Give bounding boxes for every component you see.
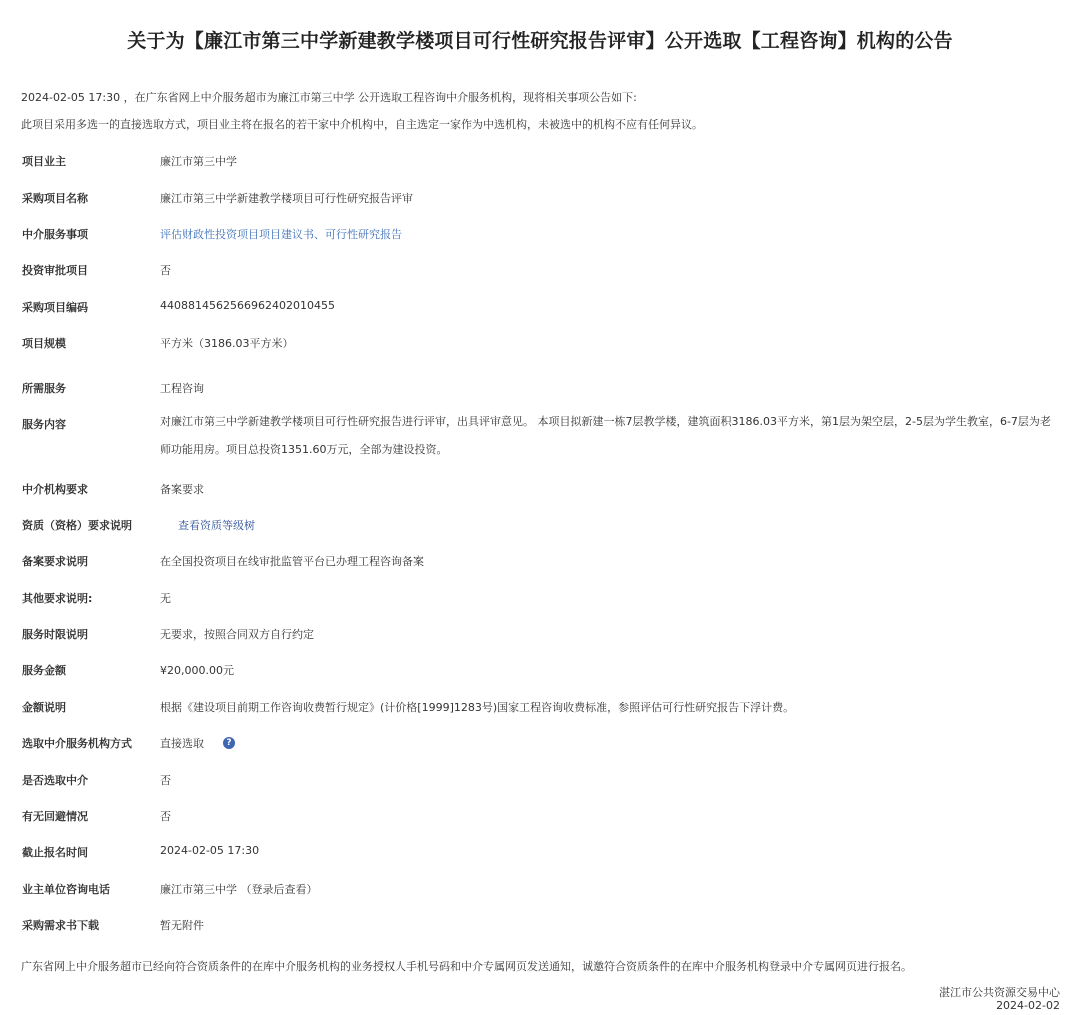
help-icon[interactable]: ?	[223, 737, 235, 749]
field-label: 采购项目名称	[22, 192, 88, 205]
field-label: 选取中介服务机构方式	[22, 737, 132, 750]
field-value: 工程咨询	[160, 382, 204, 395]
field-value: ¥20,000.00元	[160, 664, 234, 677]
field-value: 直接选取	[160, 737, 204, 750]
page-title: 关于为【廉江市第三中学新建教学楼项目可行性研究报告评审】公开选取【工程咨询】机构的公告	[127, 30, 953, 52]
field-label: 采购需求书下载	[22, 919, 99, 932]
field-label: 服务时限说明	[22, 628, 88, 641]
field-label: 项目业主	[22, 155, 66, 168]
field-label: 金额说明	[22, 701, 66, 714]
field-value: 根据《建设项目前期工作咨询收费暂行规定》(计价格[1999]1283号)国家工程咨询收费标准，参照评估可行性研究报告下浮计费。	[160, 701, 795, 714]
field-label: 采购项目编码	[22, 301, 88, 314]
field-label: 服务金额	[22, 664, 66, 677]
intro-line-1: 2024-02-05 17:30 ，在广东省网上中介服务超市为廉江市第三中学 公开选取工程咨询中介服务机构，现将相关事项公告如下:	[21, 91, 637, 104]
field-value: 否	[160, 774, 171, 787]
field-value: 440881456256696240201045​5	[160, 299, 335, 312]
publisher-name: 湛江市公共资源交易中心	[939, 986, 1060, 999]
field-value: 暂无附件	[160, 919, 204, 932]
field-value: 廉江市第三中学	[160, 155, 237, 168]
field-label: 投资审批项目	[22, 264, 88, 277]
field-label: 中介机构要求	[22, 483, 88, 496]
field-label: 有无回避情况	[22, 810, 88, 823]
service-item-link[interactable]: 评估财政性投资项目项目建议书、可行性研究报告	[160, 228, 402, 241]
field-label: 所需服务	[22, 382, 66, 395]
field-value: 廉江市第三中学新建教学楼项目可行性研究报告评审	[160, 192, 413, 205]
field-value: 否	[160, 810, 171, 823]
field-value: 平方米（3186.03平方米）	[160, 337, 294, 350]
field-label: 是否选取中介	[22, 774, 88, 787]
field-label: 资质（资格）要求说明	[22, 519, 132, 532]
field-value: 对廉江市第三中学新建教学楼项目可行性研究报告进行评审，出具评审意见。 本项目拟新建一栋7层教学楼，建筑面积3186.03平方米，第1层为架空层，2-5层为学生教室，6-7层为老师功能用房。项目总投资1351.60万元，全部为建设投资。	[160, 415, 1051, 456]
field-label: 中介服务事项	[22, 228, 88, 241]
field-value: 无要求，按照合同双方自行约定	[160, 628, 314, 641]
field-value: 无	[160, 592, 171, 605]
field-value: 否	[160, 264, 171, 277]
intro-line-2: 此项目采用多选一的直接选取方式，项目业主将在报名的若干家中介机构中，自主选定一家作为中选机构，未被选中的机构不应有任何异议。	[21, 118, 703, 131]
selection-method-value	[160, 735, 235, 751]
field-value: 廉江市第三中学 （登录后查看）	[160, 883, 318, 896]
field-label: 其他要求说明:	[22, 592, 93, 605]
field-value: 备案要求	[160, 483, 204, 496]
field-label: 业主单位咨询电话	[22, 883, 110, 896]
field-value: 在全国投资项目在线审批监管平台已办理工程咨询备案	[160, 555, 424, 568]
field-label: 服务内容	[22, 418, 66, 431]
field-label: 截止报名时间	[22, 846, 88, 859]
field-label: 备案要求说明	[22, 555, 88, 568]
publish-date: 2024-02-02	[996, 999, 1060, 1012]
footer-notice: 广东省网上中介服务超市已经向符合资质条件的在库中介服务机构的业务授权人手机号码和中介专属网页发送通知，诚邀符合资质条件的在库中介服务机构登录中介专属网页进行报名。	[21, 960, 912, 973]
field-value: 2024-02-05 17:30	[160, 844, 260, 857]
qualification-tree-link[interactable]: 查看资质等级树	[178, 519, 255, 532]
field-label: 项目规模	[22, 337, 66, 350]
